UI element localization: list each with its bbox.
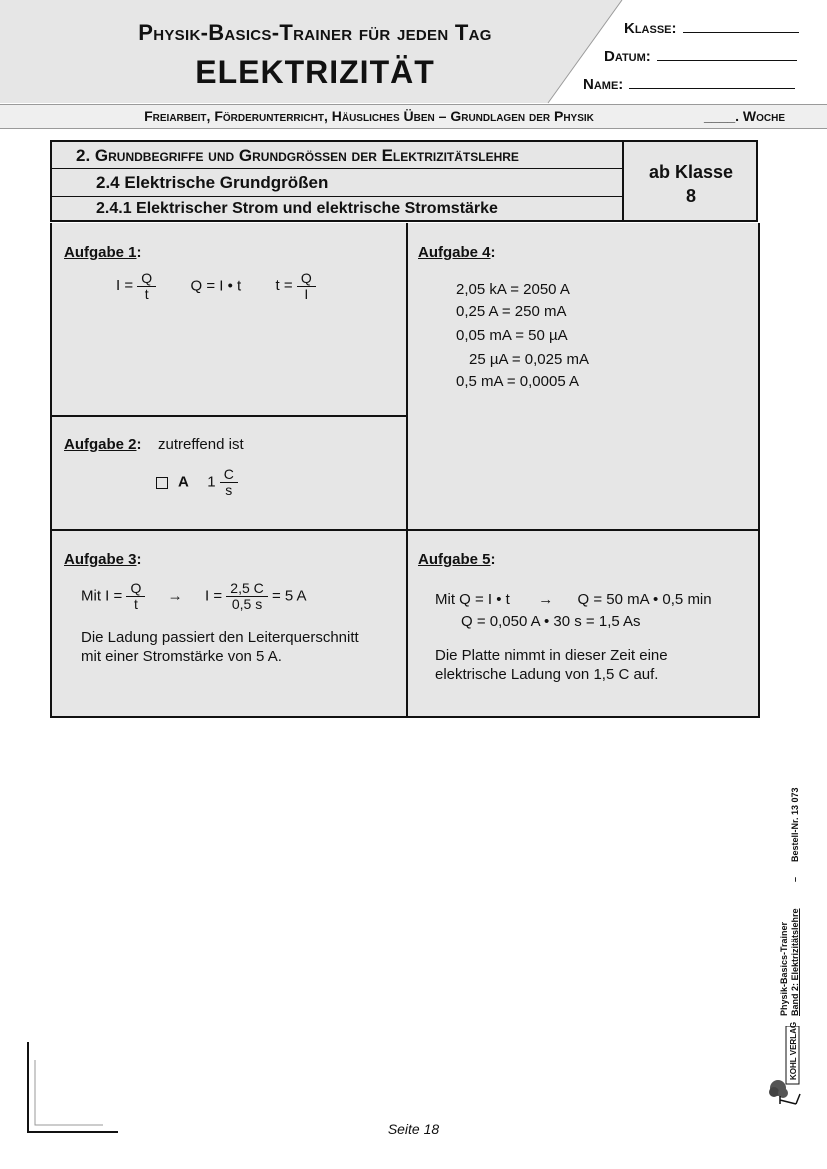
fraction-numerator: C bbox=[220, 467, 238, 483]
task-3-answer-line-1: Die Ladung passiert den Leiterquerschnitt bbox=[81, 629, 359, 646]
task-2-heading bbox=[64, 436, 142, 453]
task-5-calculation-line-1 bbox=[435, 591, 712, 608]
conversion-line: 0,05 mA = 50 µA bbox=[456, 327, 568, 344]
section-row bbox=[52, 169, 622, 197]
conversion-line: 2,05 kA = 2050 A bbox=[456, 281, 570, 298]
grid-divider-horizontal bbox=[52, 529, 758, 531]
conversion-line: 0,5 mA = 0,0005 A bbox=[456, 373, 580, 390]
task-3-label: Aufgabe 3 bbox=[64, 551, 137, 568]
task-2-option-a bbox=[156, 467, 238, 498]
fraction-numerator: Q bbox=[137, 271, 156, 287]
grid-divider-vertical bbox=[406, 223, 408, 716]
calc-formula: Mit Q = I • t bbox=[435, 591, 510, 608]
calc-result: = 5 A bbox=[271, 587, 307, 605]
name-label: Name: bbox=[583, 76, 624, 93]
fraction bbox=[226, 581, 267, 612]
section-title: 2.4 Elektrische Grundgrößen bbox=[96, 173, 329, 192]
fraction-denominator: t bbox=[144, 286, 149, 302]
task-5-colon: : bbox=[490, 551, 496, 568]
conversion-line: 0,25 A = 250 mA bbox=[456, 303, 567, 320]
fraction-denominator: t bbox=[133, 596, 138, 612]
week-field: ____. Woche bbox=[704, 108, 786, 124]
fraction-denominator: I bbox=[304, 286, 309, 302]
book-series-title: Physik-Basics-Trainer bbox=[779, 921, 789, 1016]
subheader-bar bbox=[0, 104, 827, 129]
task-5-label: Aufgabe 5 bbox=[418, 551, 491, 568]
klasse-field bbox=[624, 20, 799, 37]
header-title-block bbox=[0, 0, 630, 103]
task-2-label: Aufgabe 2 bbox=[64, 436, 137, 453]
order-number: Bestell-Nr. 13 073 bbox=[790, 787, 800, 862]
calc-lhs: Mit I = bbox=[81, 587, 123, 605]
solutions-grid bbox=[50, 223, 760, 718]
formula-current-lhs: I = bbox=[116, 277, 134, 295]
publisher-logo-icon bbox=[766, 1026, 806, 1106]
arrow-icon: → bbox=[538, 591, 554, 608]
fraction bbox=[297, 271, 316, 302]
task-5-heading bbox=[418, 551, 496, 568]
side-dash: – bbox=[790, 876, 800, 882]
task-1-label: Aufgabe 1 bbox=[64, 244, 137, 261]
calc-substitution: Q = 50 mA • 0,5 min bbox=[577, 591, 712, 608]
fraction bbox=[137, 271, 156, 302]
formula-time bbox=[275, 270, 316, 302]
task-2-intro: zutreffend ist bbox=[158, 436, 244, 453]
fraction-numerator: 2,5 C bbox=[226, 581, 267, 597]
option-a-value: 1 bbox=[207, 473, 216, 491]
formula-time-lhs: t = bbox=[275, 277, 293, 295]
fraction-denominator: 0,5 s bbox=[231, 596, 263, 612]
publisher-name: KOHL VERLAG bbox=[789, 1021, 798, 1080]
task-1-formulas bbox=[116, 271, 316, 302]
formula-charge: Q = I • t bbox=[190, 277, 242, 295]
task-5-answer-line-2: elektrische Ladung von 1,5 C auf. bbox=[435, 666, 659, 683]
task-5-calculation-line-2: Q = 0,050 A • 30 s = 1,5 As bbox=[461, 613, 641, 630]
chapter-title: 2. Grundbegriffe und Grundgrößen der Elektrizitätslehre bbox=[76, 146, 519, 165]
task-5-answer-line-1: Die Platte nimmt in dieser Zeit eine bbox=[435, 647, 668, 664]
task-3-calculation bbox=[81, 581, 307, 612]
book-volume-title: Band 2: Elektrizitätslehre bbox=[790, 908, 800, 1016]
grade-level bbox=[624, 160, 758, 208]
topic-box bbox=[50, 140, 758, 222]
klasse-blank[interactable] bbox=[683, 20, 799, 33]
task-3-heading bbox=[64, 551, 142, 568]
task-1-heading bbox=[64, 244, 142, 261]
subsection-title: 2.4.1 Elektrischer Strom und elektrische Stromstärke bbox=[96, 200, 498, 217]
option-a-checkbox[interactable] bbox=[156, 477, 168, 489]
grade-level-value: 8 bbox=[685, 186, 696, 206]
datum-label: Datum: bbox=[604, 48, 651, 65]
page-title: ELEKTRIZITÄT bbox=[195, 54, 435, 90]
fraction-denominator: s bbox=[225, 482, 233, 498]
datum-blank[interactable] bbox=[657, 48, 797, 61]
fraction bbox=[126, 581, 145, 612]
task-4-label: Aufgabe 4 bbox=[418, 244, 491, 261]
fraction-numerator: Q bbox=[297, 271, 316, 287]
task-2-colon: : bbox=[136, 436, 142, 453]
calc-mid: I = bbox=[205, 587, 223, 605]
task-4-colon: : bbox=[490, 244, 496, 261]
formula-current bbox=[116, 270, 160, 302]
name-field bbox=[583, 76, 795, 93]
conversion-line: 25 µA = 0,025 mA bbox=[469, 351, 589, 368]
fraction-numerator: Q bbox=[126, 581, 145, 597]
chapter-row bbox=[52, 142, 622, 169]
fraction bbox=[220, 467, 238, 498]
name-blank[interactable] bbox=[629, 76, 795, 89]
option-a-letter: A bbox=[178, 473, 189, 491]
klasse-label: Klasse: bbox=[624, 20, 677, 37]
page-number: Seite 18 bbox=[387, 1121, 440, 1137]
task-4-heading bbox=[418, 244, 496, 261]
grid-divider-left bbox=[52, 415, 406, 417]
grade-level-label: ab Klasse bbox=[648, 162, 734, 182]
arrow-icon: → bbox=[167, 587, 183, 605]
subheader-text: Freiarbeit, Förderunterricht, Häusliches Üben – Grundlagen der Physik bbox=[144, 108, 594, 124]
series-title: Physik-Basics-Trainer für jeden Tag bbox=[138, 20, 492, 45]
task-3-colon: : bbox=[136, 551, 142, 568]
datum-field bbox=[604, 48, 797, 65]
task-1-colon: : bbox=[136, 244, 142, 261]
task-3-answer-line-2: mit einer Stromstärke von 5 A. bbox=[81, 648, 282, 665]
subsection-row bbox=[52, 197, 622, 222]
